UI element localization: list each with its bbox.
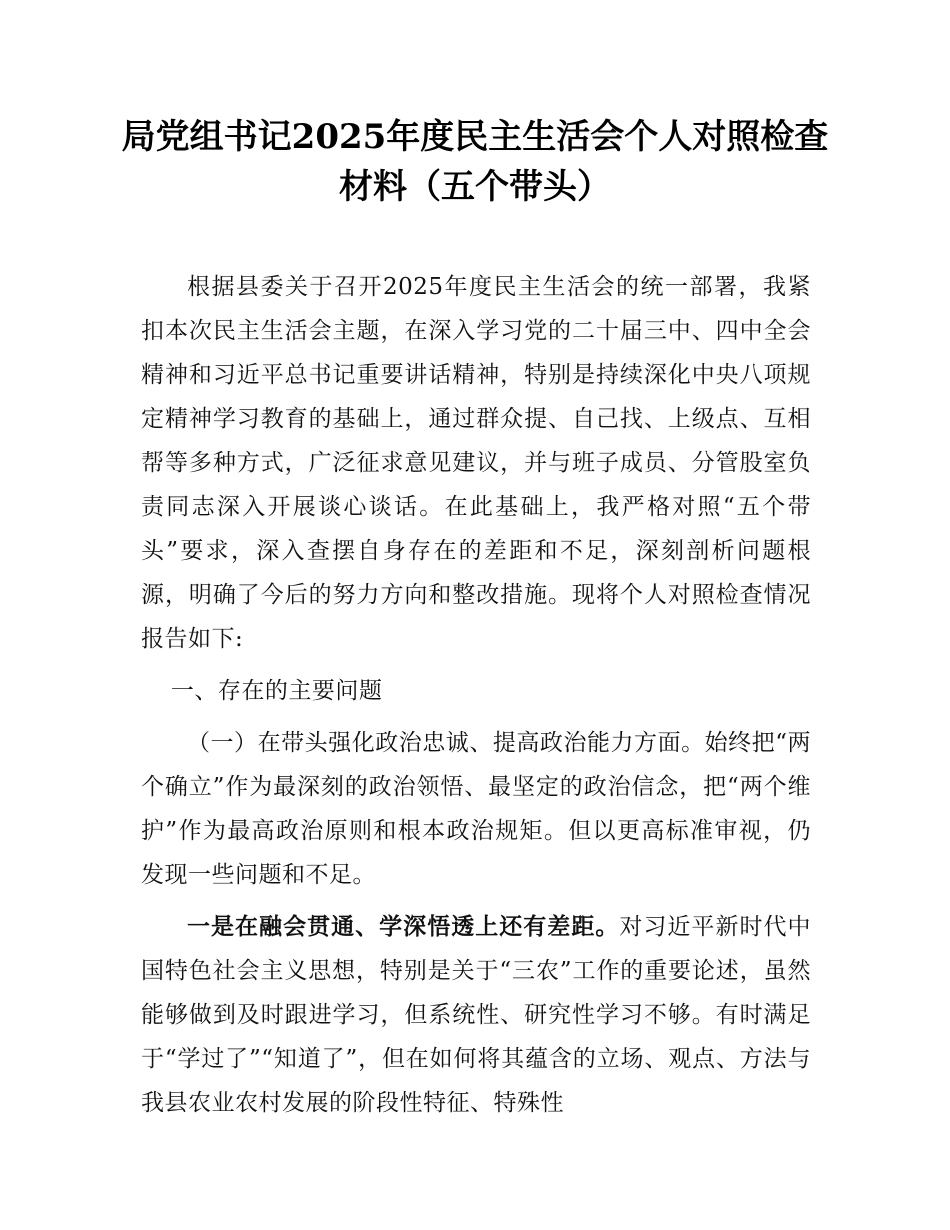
title-line-2: 材料（五个带头） (339, 167, 611, 207)
document-body (141, 265, 811, 1125)
document-title (100, 112, 850, 212)
intro-paragraph: 根据县委关于召开2025年度民主生活会的统一部署，我紧扣本次民主生活会主题，在深入学习党的二十届三中、四中全会精神和习近平总书记重要讲话精神，特别是持续深化中央八项规定精神学习教育的基础上，通过群众提、自己找、上级点、互相帮等多种方式，广泛征求意见建议，并与班子成员、分管股室负责同志深入开展谈心谈话。在此基础上，我严格对照“五个带头”要求，深入查摆自身存在的差距和不足，深刻剖析问题根源，明确了今后的努力方向和整改措施。现将个人对照检查情况报告如下: (141, 274, 811, 652)
point-1-text: 对习近平新时代中国特色社会主义思想，特别是关于“三农”工作的重要论述，虽然能够做到及时跟进学习，但系统性、研究性学习不够。有时满足于“学过了”“知道了”，但在如何将其蕴含的立场、观点、方法与我县农业农村发展的阶段性特征、特殊性 (141, 914, 812, 1116)
point-paragraph-1 (141, 905, 811, 1125)
title-line-1: 局党组书记2025年度民主生活会个人对照检查 (121, 117, 829, 157)
section-heading-problems: 一、存在的主要问题 (170, 678, 383, 704)
subsection-paragraph-political-loyalty: （一）在带头强化政治忠诚、提高政治能力方面。始终把“两个确立”作为最深刻的政治领悟、最坚定的政治信念，把“两个维护”作为最高政治原则和根本政治规矩。但以更高标准审视，仍发现一些问题和不足。 (141, 730, 811, 888)
point-1-lead: 一是在融会贯通、学深悟透上还有差距。 (187, 914, 620, 940)
